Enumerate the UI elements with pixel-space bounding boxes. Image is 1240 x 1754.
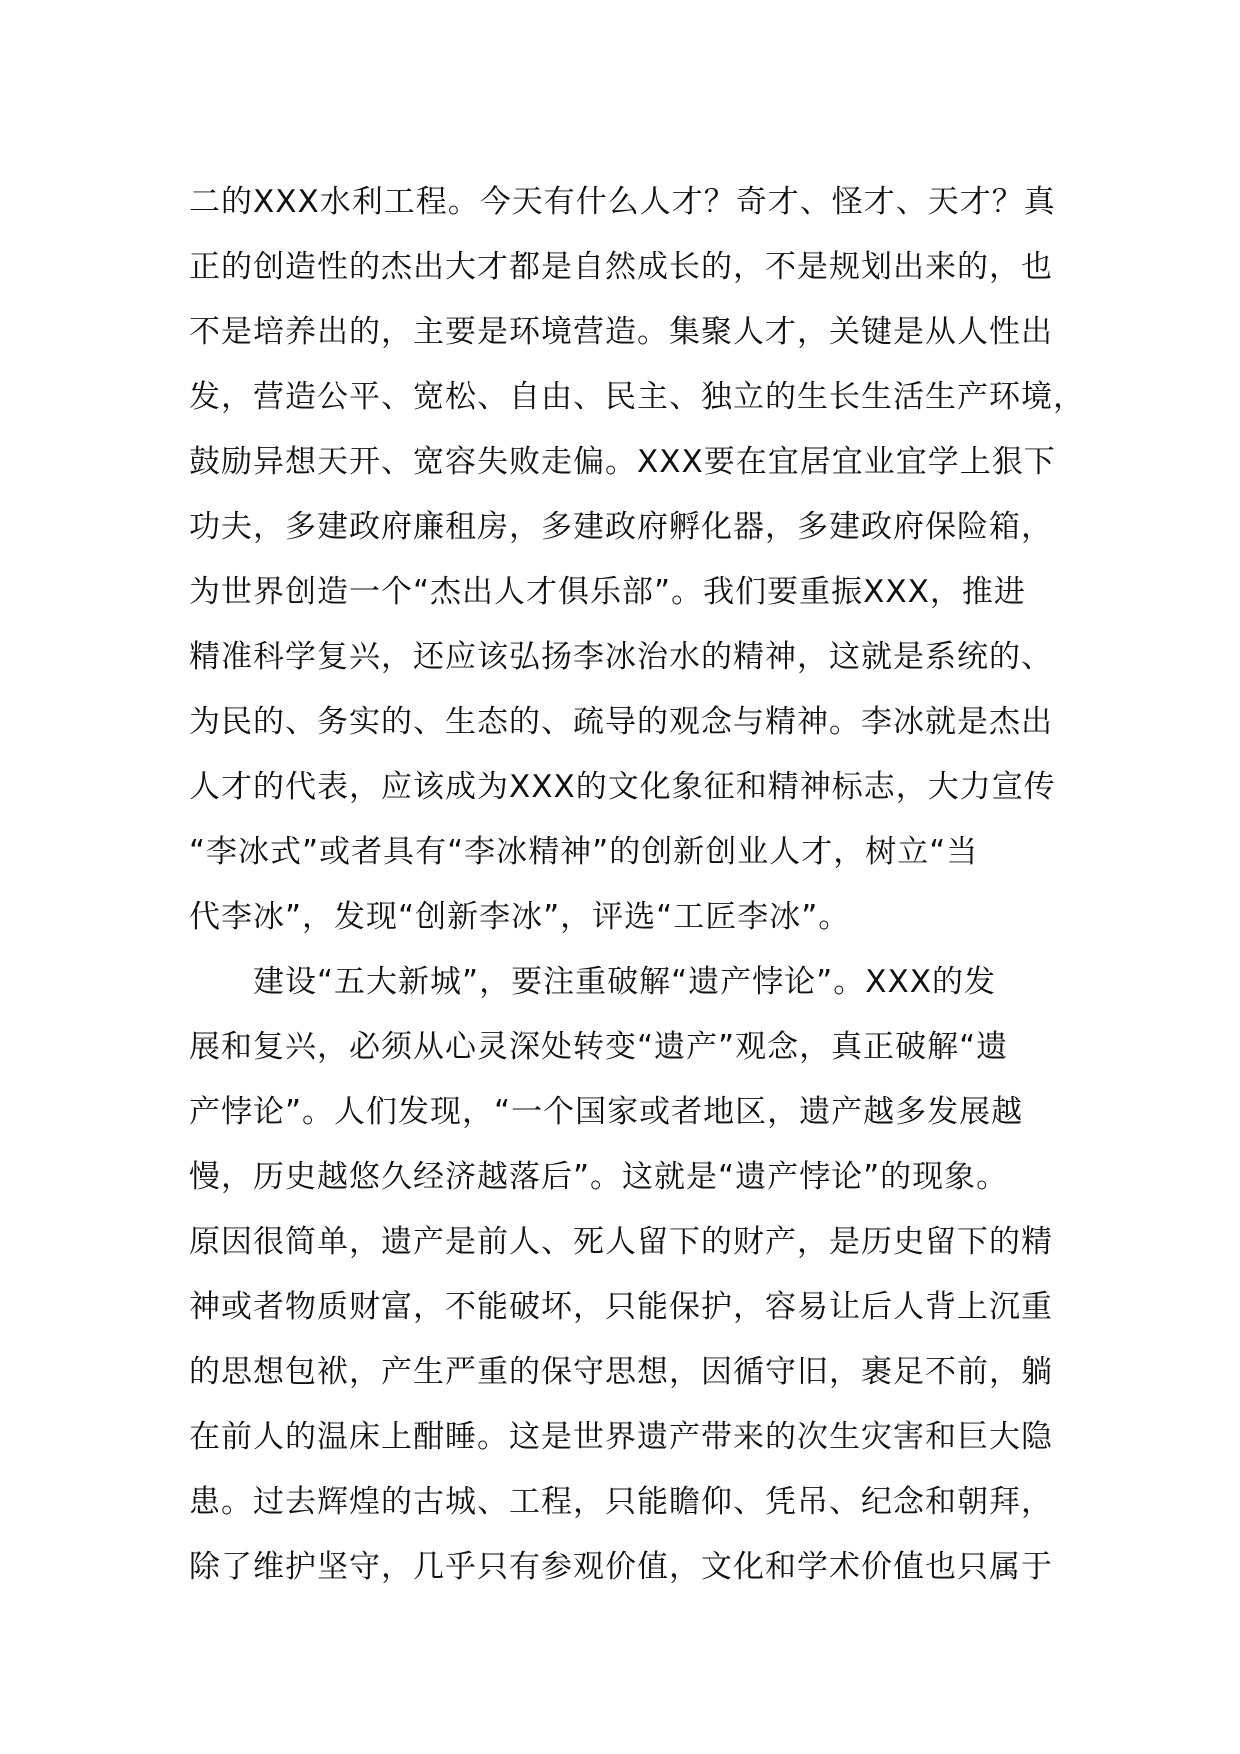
text-line: 精准科学复兴，还应该弘扬李冰治水的精神，这就是系统的、 <box>189 639 1053 675</box>
text-line: 的思想包袱，产生严重的保守思想，因循守旧，裹足不前，躺 <box>189 1354 1053 1390</box>
text-line: 在前人的温床上酣睡。这是世界遗产带来的次生灾害和巨大隐 <box>189 1419 1053 1455</box>
text-line: 慢，历史越悠久经济越落后”。这就是“遗产悖论”的现象。 <box>189 1159 1009 1195</box>
text-line: 除了维护坚守，几乎只有参观价值，文化和学术价值也只属于 <box>189 1549 1053 1585</box>
text-line: 正的创造性的杰出大才都是自然成长的，不是规划出来的，也 <box>189 249 1053 285</box>
text-line: 不是培养出的，主要是环境营造。集聚人才，关键是从人性出 <box>189 314 1053 350</box>
text-line: 为民的、务实的、生态的、疏导的观念与精神。李冰就是杰出 <box>189 704 1053 740</box>
text-line: 神或者物质财富，不能破坏，只能保护，容易让后人背上沉重 <box>189 1289 1053 1325</box>
text-line: “李冰式”或者具有“李冰精神”的创新创业人才，树立“当 <box>189 834 979 870</box>
text-line: 鼓励异想天开、宽容失败走偏。XXX要在宜居宜业宜学上狠下 <box>189 444 1056 480</box>
text-line: 建设“五大新城”，要注重破解“遗产悖论”。XXX的发 <box>189 964 996 1000</box>
text-line: 发，营造公平、宽松、自由、民主、独立的生长生活生产环境， <box>189 379 1085 415</box>
text-line: 代李冰”，发现“创新李冰”，评选“工匠李冰”。 <box>189 899 851 935</box>
text-line: 展和复兴，必须从心灵深处转变“遗产”观念，真正破解“遗 <box>189 1029 1009 1065</box>
text-line: 患。过去辉煌的古城、工程，只能瞻仰、凭吊、纪念和朝拜， <box>189 1484 1053 1520</box>
text-line: 产悖论”。人们发现，“一个国家或者地区，遗产越多发展越 <box>189 1094 1024 1130</box>
text-line: 二的XXX水利工程。今天有什么人才？奇才、怪才、天才？真 <box>189 184 1056 220</box>
body-text <box>189 170 1089 1600</box>
text-line: 功夫，多建政府廉租房，多建政府孵化器，多建政府保险箱， <box>189 509 1053 545</box>
text-line: 人才的代表，应该成为XXX的文化象征和精神标志，大力宣传 <box>189 769 1056 805</box>
text-line: 为世界创造一个“杰出人才俱乐部”。我们要重振XXX，推进 <box>189 574 1026 610</box>
text-line: 原因很简单，遗产是前人、死人留下的财产，是历史留下的精 <box>189 1224 1053 1260</box>
